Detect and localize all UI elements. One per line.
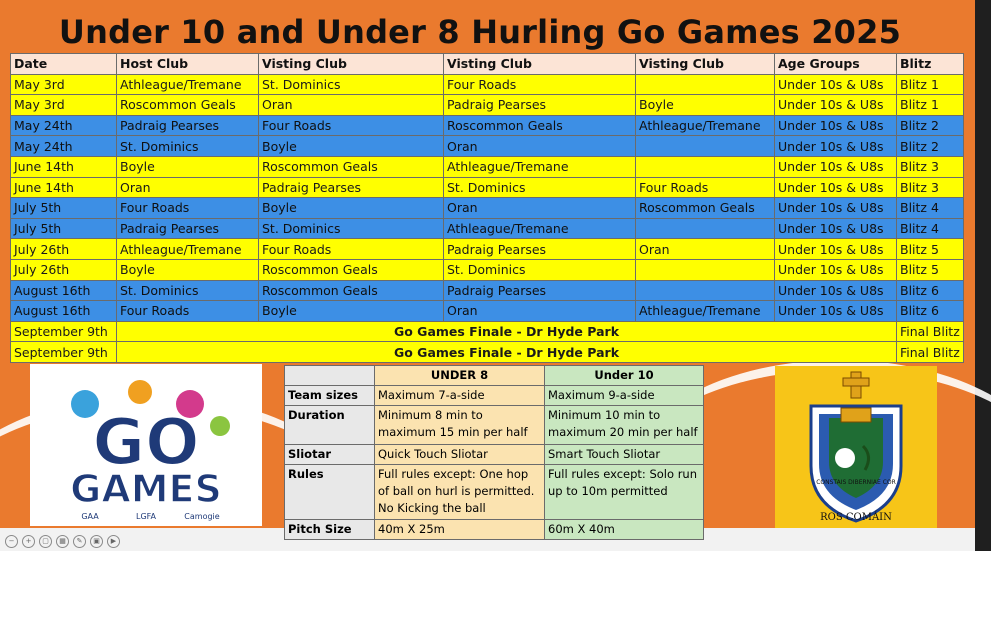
cell-date: August 16th [11, 280, 117, 301]
cell-host-club: Four Roads [117, 198, 259, 219]
fit-icon[interactable]: ▢ [39, 535, 52, 548]
cell-blitz: Blitz 6 [897, 301, 964, 322]
roscommon-crest-panel [775, 366, 937, 528]
cell-visiting-club-3 [636, 136, 775, 157]
rules-table [284, 365, 704, 540]
cell-age-groups: Under 10s & U8s [775, 74, 897, 95]
rules-header-blank [285, 366, 375, 386]
rules-row-team-sizes [285, 386, 704, 406]
rules-header-under-8: UNDER 8 [375, 366, 545, 386]
finale-row [11, 321, 964, 342]
cell-host-club: Boyle [117, 259, 259, 280]
cell-host-club: Athleague/Tremane [117, 74, 259, 95]
table-row [11, 95, 964, 116]
cell-date: May 24th [11, 115, 117, 136]
cell-date: August 16th [11, 301, 117, 322]
cell-visiting-club-1: Roscommon Geals [259, 259, 444, 280]
crest-motto: CONSTAIS DIBERNIAE COR [816, 479, 896, 486]
cell-host-club: Roscommon Geals [117, 95, 259, 116]
cell-date: May 3rd [11, 95, 117, 116]
rules-header-under-10: Under 10 [545, 366, 704, 386]
cell-finale-text: Go Games Finale - Dr Hyde Park [117, 342, 897, 363]
cell-blitz: Blitz 1 [897, 95, 964, 116]
pen-icon[interactable]: ✎ [73, 535, 86, 548]
sponsor-camogie: Camogie [184, 512, 220, 521]
cell-date: May 24th [11, 136, 117, 157]
rules-u10-value: 60m X 40m [545, 520, 704, 540]
cell-visiting-club-3: Four Roads [636, 177, 775, 198]
page-title: Under 10 and Under 8 Hurling Go Games 2025 [58, 13, 902, 51]
rules-u10-value: Smart Touch Sliotar [545, 445, 704, 465]
cell-date: September 9th [11, 342, 117, 363]
cell-visiting-club-3: Athleague/Tremane [636, 115, 775, 136]
cell-age-groups: Under 10s & U8s [775, 136, 897, 157]
rules-u8-value: Maximum 7-a-side [375, 386, 545, 406]
cell-age-groups: Under 10s & U8s [775, 301, 897, 322]
table-row [11, 74, 964, 95]
rules-u10-value: Full rules except: Solo run up to 10m permitted [545, 465, 704, 520]
cell-visiting-club-3: Roscommon Geals [636, 198, 775, 219]
cell-blitz: Blitz 2 [897, 115, 964, 136]
cell-blitz: Blitz 5 [897, 239, 964, 260]
cell-host-club: St. Dominics [117, 280, 259, 301]
cell-visiting-club-3 [636, 259, 775, 280]
cell-host-club: Padraig Pearses [117, 115, 259, 136]
column-header-visiting-club-3: Visting Club [636, 54, 775, 75]
cell-blitz: Blitz 1 [897, 74, 964, 95]
cell-visiting-club-2: Athleague/Tremane [444, 156, 636, 177]
column-header-host-club: Host Club [117, 54, 259, 75]
rules-row-pitch-size [285, 520, 704, 540]
viewer-toolbar-icons [5, 535, 120, 548]
cell-host-club: Padraig Pearses [117, 218, 259, 239]
rules-u8-value: 40m X 25m [375, 520, 545, 540]
cell-host-club: Boyle [117, 156, 259, 177]
cell-visiting-club-1: Boyle [259, 136, 444, 157]
cell-host-club: St. Dominics [117, 136, 259, 157]
column-header-blitz: Blitz [897, 54, 964, 75]
cell-visiting-club-1: St. Dominics [259, 74, 444, 95]
play-icon[interactable]: ▶ [107, 535, 120, 548]
cell-visiting-club-2: Athleague/Tremane [444, 218, 636, 239]
cell-visiting-club-3 [636, 156, 775, 177]
cell-visiting-club-2: Roscommon Geals [444, 115, 636, 136]
cell-host-club: Athleague/Tremane [117, 239, 259, 260]
table-row [11, 218, 964, 239]
cell-age-groups: Under 10s & U8s [775, 198, 897, 219]
logo-games-text: GAMES [70, 467, 222, 511]
cell-blitz: Blitz 4 [897, 218, 964, 239]
cell-blitz: Final Blitz [897, 342, 964, 363]
zoom-in-icon[interactable]: + [22, 535, 35, 548]
cell-visiting-club-3: Oran [636, 239, 775, 260]
cell-visiting-club-1: Boyle [259, 301, 444, 322]
sponsor-gaa: GAA [81, 512, 99, 521]
table-row [11, 156, 964, 177]
rules-row-sliotar [285, 445, 704, 465]
cell-age-groups: Under 10s & U8s [775, 280, 897, 301]
cell-visiting-club-3: Athleague/Tremane [636, 301, 775, 322]
rules-u10-value: Minimum 10 min to maximum 20 min per half [545, 406, 704, 445]
sponsor-lgfa: LGFA [136, 512, 156, 521]
cell-visiting-club-2: Four Roads [444, 74, 636, 95]
cell-age-groups: Under 10s & U8s [775, 115, 897, 136]
cell-date: July 5th [11, 198, 117, 219]
table-row [11, 136, 964, 157]
roscommon-crest [775, 366, 937, 528]
cell-date: September 9th [11, 321, 117, 342]
cell-date: May 3rd [11, 74, 117, 95]
cell-visiting-club-2: Padraig Pearses [444, 95, 636, 116]
rules-label: Sliotar [285, 445, 375, 465]
finale-row [11, 342, 964, 363]
cell-age-groups: Under 10s & U8s [775, 156, 897, 177]
cell-visiting-club-2: Oran [444, 136, 636, 157]
column-header-date: Date [11, 54, 117, 75]
cell-visiting-club-1: Roscommon Geals [259, 280, 444, 301]
cell-blitz: Blitz 3 [897, 156, 964, 177]
table-row [11, 259, 964, 280]
cell-host-club: Oran [117, 177, 259, 198]
cell-blitz: Blitz 4 [897, 198, 964, 219]
cell-age-groups: Under 10s & U8s [775, 239, 897, 260]
column-header-age-groups: Age Groups [775, 54, 897, 75]
cell-visiting-club-1: Four Roads [259, 239, 444, 260]
rules-u8-value: Quick Touch Sliotar [375, 445, 545, 465]
cell-date: July 26th [11, 239, 117, 260]
table-row [11, 115, 964, 136]
cell-visiting-club-1: Four Roads [259, 115, 444, 136]
cell-date: July 26th [11, 259, 117, 280]
table-header-row [11, 54, 964, 75]
column-header-visiting-club-2: Visting Club [444, 54, 636, 75]
rules-header-row [285, 366, 704, 386]
cell-blitz: Final Blitz [897, 321, 964, 342]
grid-icon[interactable]: ▦ [56, 535, 69, 548]
cell-visiting-club-3 [636, 74, 775, 95]
fixtures-table [10, 53, 964, 363]
logo-go-text: GO [92, 406, 200, 480]
camera-icon[interactable]: ▣ [90, 535, 103, 548]
cell-visiting-club-1: Padraig Pearses [259, 177, 444, 198]
cell-visiting-club-1: Oran [259, 95, 444, 116]
cell-date: June 14th [11, 156, 117, 177]
rules-row-rules [285, 465, 704, 520]
cell-visiting-club-3 [636, 218, 775, 239]
table-row [11, 239, 964, 260]
table-row [11, 280, 964, 301]
cell-visiting-club-2: Oran [444, 301, 636, 322]
rules-label: Rules [285, 465, 375, 520]
rules-label: Pitch Size [285, 520, 375, 540]
cell-visiting-club-3 [636, 280, 775, 301]
cell-visiting-club-1: Boyle [259, 198, 444, 219]
cell-age-groups: Under 10s & U8s [775, 177, 897, 198]
rules-row-duration [285, 406, 704, 445]
cell-host-club: Four Roads [117, 301, 259, 322]
cell-visiting-club-2: St. Dominics [444, 177, 636, 198]
table-row [11, 301, 964, 322]
go-games-logo-panel [30, 364, 262, 526]
cell-visiting-club-2: Padraig Pearses [444, 280, 636, 301]
cell-blitz: Blitz 2 [897, 136, 964, 157]
cell-visiting-club-2: Padraig Pearses [444, 239, 636, 260]
crest-name: ROS COMÁIN [820, 512, 892, 523]
zoom-out-icon[interactable]: − [5, 535, 18, 548]
cell-age-groups: Under 10s & U8s [775, 259, 897, 280]
rules-u8-value: Minimum 8 min to maximum 15 min per half [375, 406, 545, 445]
cell-blitz: Blitz 3 [897, 177, 964, 198]
cell-visiting-club-1: St. Dominics [259, 218, 444, 239]
cell-blitz: Blitz 5 [897, 259, 964, 280]
cell-blitz: Blitz 6 [897, 280, 964, 301]
cell-visiting-club-1: Roscommon Geals [259, 156, 444, 177]
rules-label: Duration [285, 406, 375, 445]
cell-date: June 14th [11, 177, 117, 198]
cell-visiting-club-2: Oran [444, 198, 636, 219]
cell-age-groups: Under 10s & U8s [775, 95, 897, 116]
cell-visiting-club-3: Boyle [636, 95, 775, 116]
cell-date: July 5th [11, 218, 117, 239]
table-row [11, 177, 964, 198]
go-games-logo [30, 364, 262, 526]
cell-finale-text: Go Games Finale - Dr Hyde Park [117, 321, 897, 342]
rules-label: Team sizes [285, 386, 375, 406]
rules-u10-value: Maximum 9-a-side [545, 386, 704, 406]
cell-age-groups: Under 10s & U8s [775, 218, 897, 239]
cell-visiting-club-2: St. Dominics [444, 259, 636, 280]
column-header-visiting-club-1: Visting Club [259, 54, 444, 75]
table-row [11, 198, 964, 219]
rules-u8-value: Full rules except: One hop of ball on hurl is permitted. No Kicking the ball [375, 465, 545, 520]
